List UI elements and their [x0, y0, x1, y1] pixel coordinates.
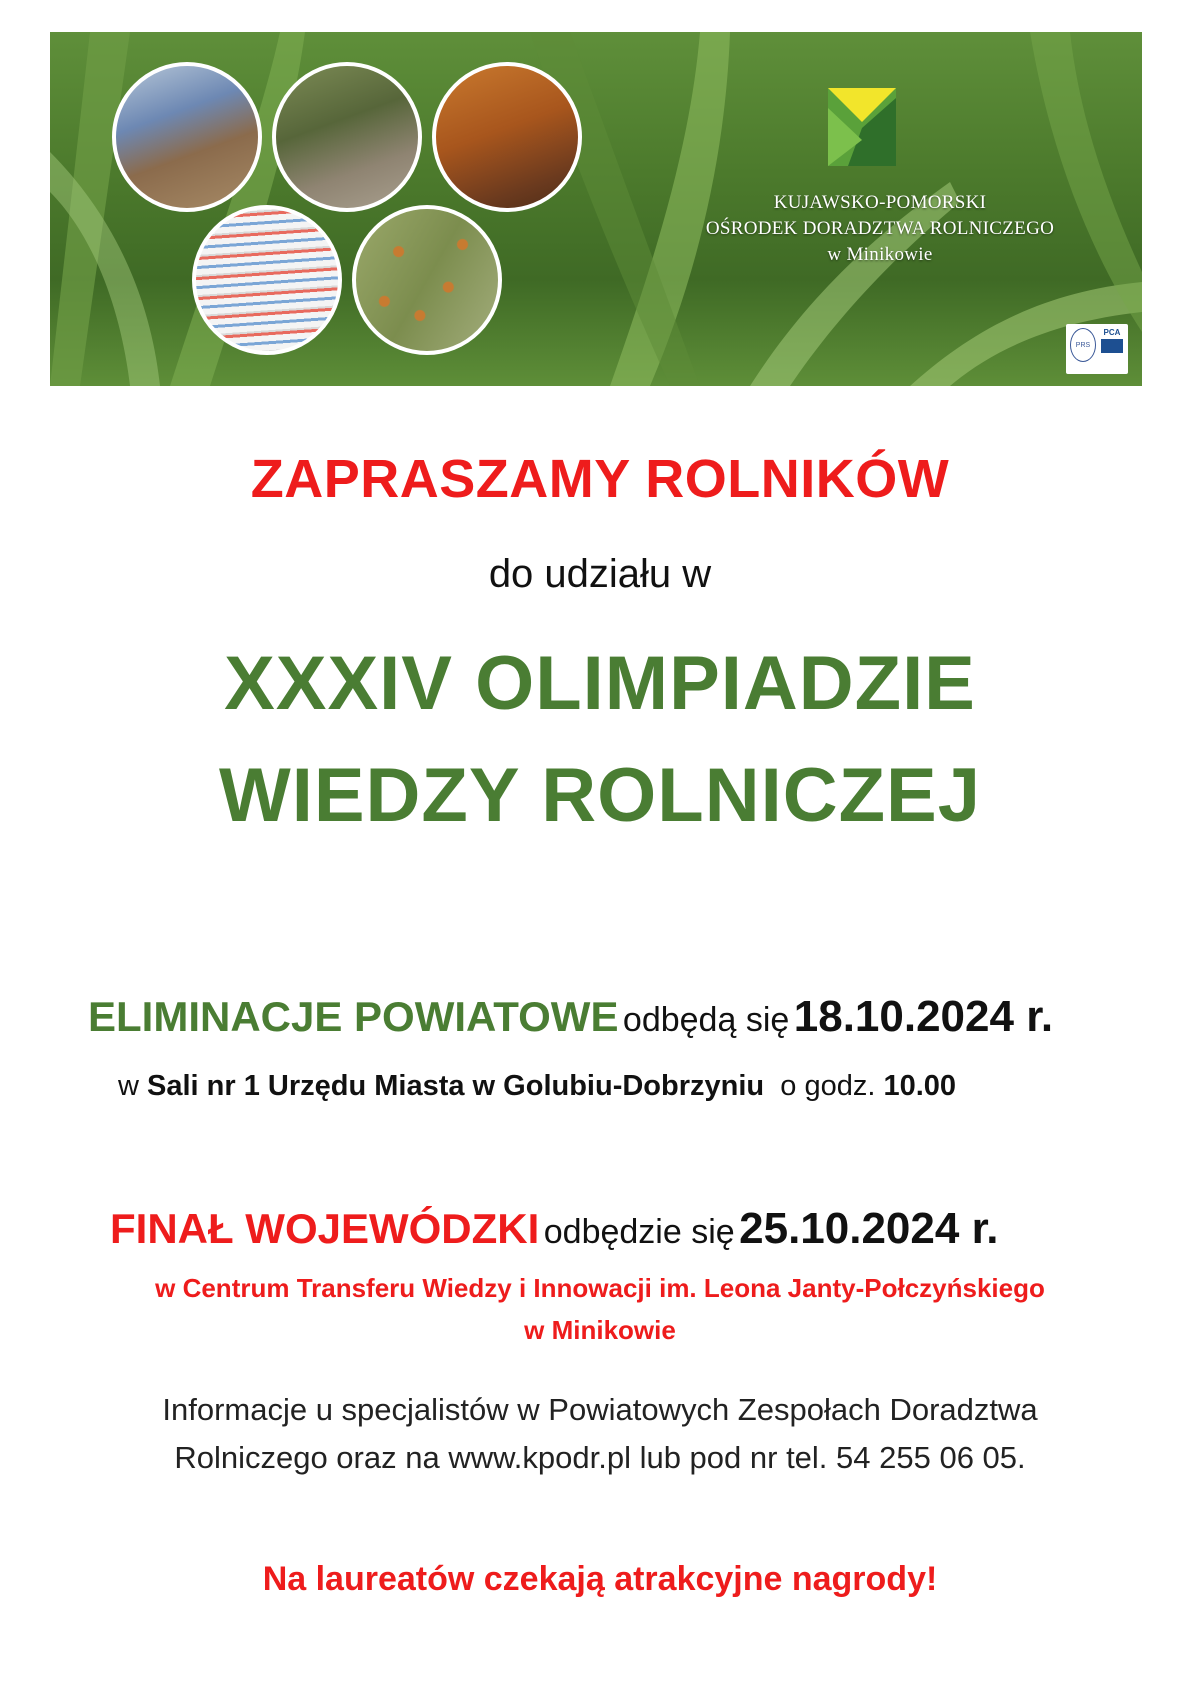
prs-badge: PRS: [1070, 328, 1096, 362]
prize-note: Na laureatów czekają atrakcyjne nagrody!: [262, 1560, 938, 1598]
org-line-2: OŚRODEK DORADZTWA ROLNICZEGO: [705, 218, 1055, 239]
final-venue-line-1: w Centrum Transferu Wiedzy i Innowacji im. Leona Janty-Połczyńskiego: [155, 1273, 1045, 1303]
time-prefix: o godz.: [780, 1070, 876, 1102]
eliminations-verb: odbędą się: [622, 1001, 790, 1039]
plant-roots-photo: [272, 62, 422, 212]
certification-badges: [1066, 324, 1128, 374]
eliminations-time: 10.00: [883, 1070, 957, 1102]
org-line-3: w Minikowie: [827, 244, 933, 265]
title-line-2: WIEDZY ROLNICZEJ: [219, 753, 981, 838]
org-line-1: KUJAWSKO-POMORSKI: [773, 192, 987, 213]
final-venue-line-2: w Minikowie: [524, 1315, 676, 1345]
kpodr-logo: [828, 88, 896, 166]
eliminations-place: Sali nr 1 Urzędu Miasta w Golubiu-Dobrzyniu: [147, 1070, 765, 1102]
final-row: [110, 1204, 998, 1254]
cow-photo: [432, 62, 582, 212]
eliminations-row: [88, 992, 1053, 1042]
leaf-disease-photo: [352, 205, 502, 355]
title-line-1: XXXIV OLIMPIADZIE: [224, 641, 976, 726]
eliminations-date: 18.10.2024 r.: [793, 992, 1054, 1041]
pca-badge: PCA: [1100, 328, 1124, 362]
header-banner: [50, 32, 1142, 386]
planter-machine-photo: [112, 62, 262, 212]
info-line-2: Rolniczego oraz na www.kpodr.pl lub pod nr tel. 54 255 06 05.: [174, 1440, 1026, 1475]
headline: ZAPRASZAMY ROLNIKÓW: [250, 449, 950, 509]
final-label: FINAŁ WOJEWÓDZKI: [110, 1205, 540, 1252]
organization-name: [670, 190, 1090, 268]
documents-photo: [192, 205, 342, 355]
place-prefix: w: [118, 1070, 139, 1102]
final-verb: odbędzie się: [543, 1213, 735, 1251]
final-date: 25.10.2024 r.: [739, 1204, 999, 1253]
subheadline: do udziału w: [488, 552, 712, 596]
info-line-1: Informacje u specjalistów w Powiatowych Zespołach Doradztwa: [162, 1392, 1038, 1427]
eliminations-label: ELIMINACJE POWIATOWE: [88, 993, 619, 1040]
eliminations-place-row: [118, 1070, 956, 1103]
